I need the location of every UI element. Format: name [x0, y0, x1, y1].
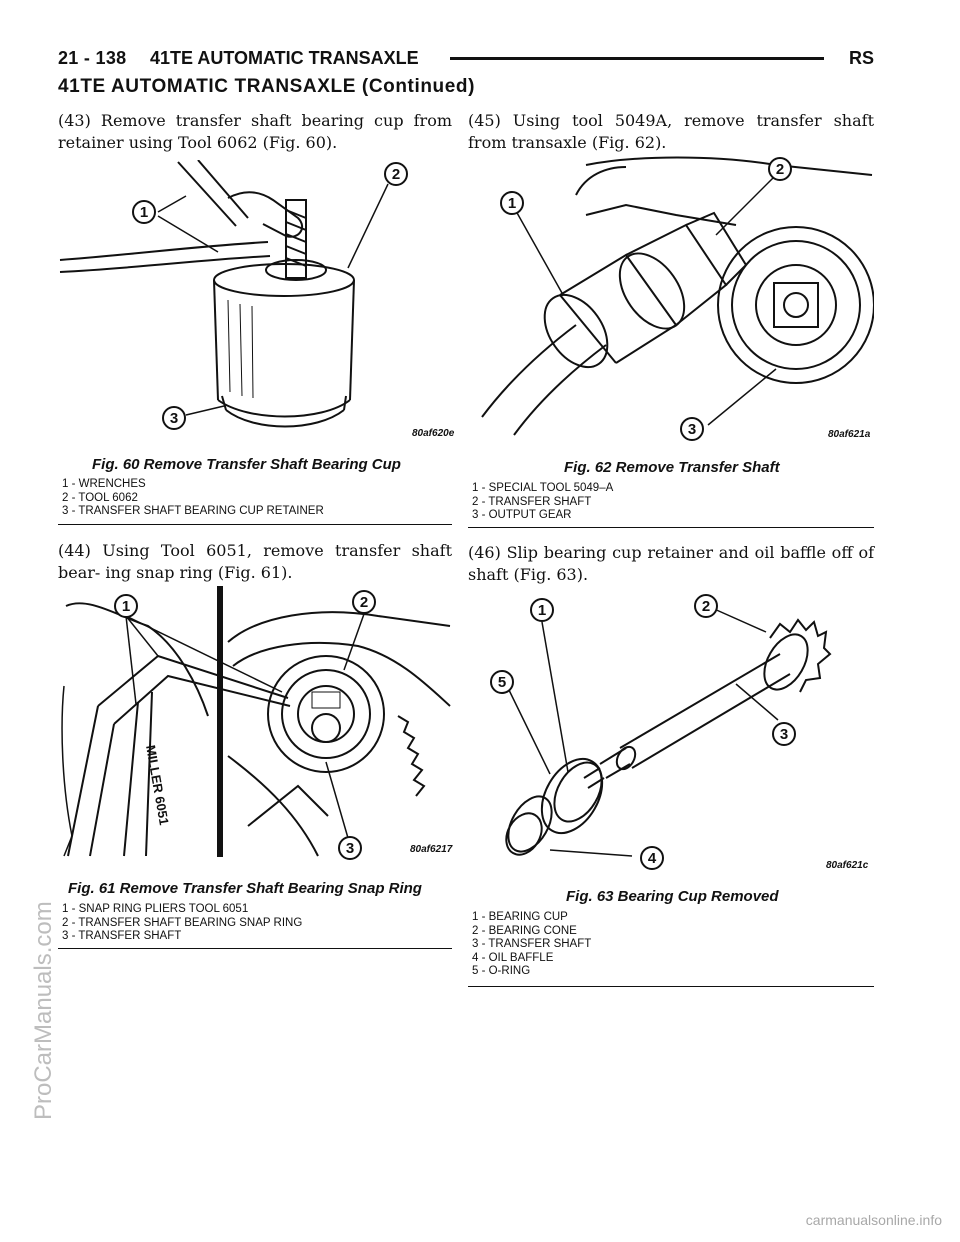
fig63-legend-item: 5 - O-RING [472, 965, 531, 977]
figure-61-illustration [58, 586, 452, 862]
fig62-legend-item: 1 - SPECIAL TOOL 5049–A [472, 482, 614, 494]
fig63-caption: Fig. 63 Bearing Cup Removed [566, 888, 779, 905]
figure-62-illustration [476, 155, 874, 443]
fig61-tool-marking: MILLER 6051 [143, 743, 172, 827]
fig63-legend-item: 4 - OIL BAFFLE [472, 951, 554, 964]
fig62-legend-item: 2 - TRANSFER SHAFT [472, 495, 592, 508]
fig61-callout-3: 3 [345, 840, 355, 857]
fig61-legend-rule [58, 948, 452, 949]
step-45: (45) Using tool 5049A, remove transfer shaft from transaxle (Fig. 62). [468, 111, 874, 152]
fig63-legend-item: 3 - TRANSFER SHAFT [472, 938, 592, 950]
side-watermark [2, 560, 57, 1120]
fig63-callout-4: 4 [647, 850, 657, 867]
fig61-callout-1: 1 [121, 598, 131, 615]
step-44: (44) Using Tool 6051, remove transfer shaft bear- ing snap ring (Fig. 61). [58, 541, 452, 582]
fig60-callout-2: 2 [391, 166, 401, 183]
fig61-callout-2: 2 [359, 594, 369, 611]
step-46: (46) Slip bearing cup retainer and oil baffle off of shaft (Fig. 63). [468, 543, 874, 584]
figure-60-illustration [58, 160, 455, 445]
fig62-callout-3: 3 [687, 421, 697, 438]
fig63-code: 80af621c [826, 860, 869, 871]
header-rule [450, 57, 824, 60]
fig62-legend [472, 482, 613, 523]
page-header [58, 44, 874, 74]
header-title: 41TE AUTOMATIC TRANSAXLE [150, 48, 419, 68]
fig63-callout-3: 3 [779, 726, 789, 743]
fig61-legend-item: 1 - SNAP RING PLIERS TOOL 6051 [62, 903, 249, 915]
fig63-callout-1: 1 [537, 602, 547, 619]
fig60-legend-item: 3 - TRANSFER SHAFT BEARING CUP RETAINER [62, 505, 324, 517]
fig62-code: 80af621a [828, 429, 871, 440]
fig61-legend [62, 903, 302, 944]
fig62-callout-1: 1 [507, 195, 517, 212]
footer-watermark: carmanualsonline.info [805, 1212, 942, 1228]
fig63-legend-item: 1 - BEARING CUP [472, 911, 568, 923]
fig60-legend-item: 2 - TOOL 6062 [62, 491, 138, 504]
fig61-legend-item: 3 - TRANSFER SHAFT [62, 930, 182, 942]
step-43: (43) Remove transfer shaft bearing cup from retainer using Tool 6062 (Fig. 60). [58, 111, 452, 152]
fig61-caption: Fig. 61 Remove Transfer Shaft Bearing Snap Ring [68, 880, 422, 897]
section-title: 41TE AUTOMATIC TRANSAXLE (Continued) [58, 76, 476, 97]
fig63-legend [472, 911, 591, 979]
fig60-legend-item: 1 - WRENCHES [62, 478, 146, 490]
header-code: RS [848, 48, 874, 68]
fig61-legend-item: 2 - TRANSFER SHAFT BEARING SNAP RING [62, 916, 303, 929]
fig62-legend-rule [468, 527, 874, 528]
fig62-caption: Fig. 62 Remove Transfer Shaft [564, 459, 780, 476]
fig60-caption: Fig. 60 Remove Transfer Shaft Bearing Cup [92, 456, 401, 473]
fig60-legend-rule [58, 524, 452, 525]
fig60-callout-3: 3 [169, 410, 179, 427]
fig63-callout-2: 2 [701, 598, 711, 615]
page-number: 21 - 138 [58, 48, 127, 68]
fig63-callout-5: 5 [497, 674, 507, 691]
fig63-legend-item: 2 - BEARING CONE [472, 924, 577, 937]
side-watermark-text: ProCarManuals.com [30, 901, 57, 1120]
figure-63-illustration [480, 588, 874, 878]
fig62-legend-item: 3 - OUTPUT GEAR [472, 509, 572, 521]
fig60-legend [62, 478, 324, 519]
fig60-callout-1: 1 [139, 204, 149, 221]
fig61-code: 80af6217 [410, 844, 453, 855]
fig63-legend-rule [468, 986, 874, 987]
fig60-code: 80af620e [412, 428, 455, 439]
fig62-callout-2: 2 [775, 161, 785, 178]
